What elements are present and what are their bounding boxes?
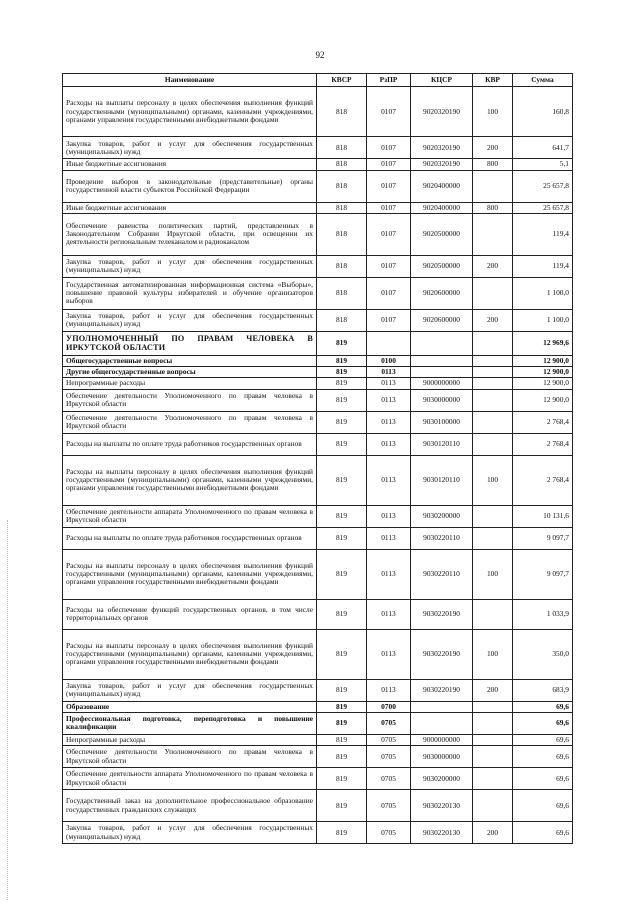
cell-rzpr: 0113 [367,549,411,599]
header-kvr: КВР [473,74,513,87]
cell-kcsr: 9030120110 [411,433,473,455]
cell-kcsr: 9030220190 [411,629,473,679]
cell-name: Другие общегосударственные вопросы [63,367,317,378]
cell-name: Расходы на выплаты по оплате труда работников государственных органов [63,433,317,455]
cell-kvr: 200 [473,255,513,277]
header-rzpr: РзПР [367,74,411,87]
cell-kvsr: 819 [317,734,367,745]
cell-sum: 683,9 [513,679,573,701]
cell-kvr [473,389,513,411]
cell-kvsr: 819 [317,746,367,768]
cell-kcsr: 9030000000 [411,389,473,411]
cell-kvsr: 819 [317,790,367,822]
cell-sum: 1 033,9 [513,599,573,629]
cell-kcsr: 9030220130 [411,822,473,844]
cell-name: Расходы на выплаты персоналу в целях обеспечения выполнения функций государственными (муниципальными) органами, казенными учреждениями, органами управления государственными внебюджетными фондами [63,549,317,599]
cell-kcsr: 9030220190 [411,679,473,701]
cell-kvr [473,768,513,790]
cell-kvr: 100 [473,549,513,599]
cell-kvsr: 818 [317,202,367,213]
cell-rzpr: 0107 [367,87,411,137]
cell-sum: 2 768,4 [513,455,573,505]
table-row [63,389,573,411]
cell-rzpr: 0705 [367,712,411,734]
cell-sum: 69,6 [513,734,573,745]
cell-kcsr: 9020500000 [411,213,473,255]
cell-kvr: 200 [473,309,513,331]
cell-kvsr: 819 [317,629,367,679]
cell-rzpr: 0100 [367,355,411,366]
cell-kvr [473,213,513,255]
cell-sum: 9 097,7 [513,549,573,599]
cell-kcsr [411,701,473,712]
table-row [63,202,573,213]
cell-name: Закупка товаров, работ и услуг для обеспечения государственных (муниципальных) нужд [63,679,317,701]
table-row [63,309,573,331]
cell-kvsr: 819 [317,701,367,712]
cell-kcsr: 9020400000 [411,202,473,213]
cell-kvr: 100 [473,629,513,679]
cell-rzpr: 0113 [367,679,411,701]
cell-sum: 69,6 [513,701,573,712]
cell-name: Образование [63,701,317,712]
cell-kvr: 800 [473,202,513,213]
cell-kcsr [411,712,473,734]
budget-table [62,73,573,844]
cell-kcsr: 9030220130 [411,790,473,822]
cell-kvsr: 819 [317,455,367,505]
table-row [63,455,573,505]
cell-rzpr: 0113 [367,599,411,629]
cell-rzpr: 0113 [367,389,411,411]
cell-kvsr: 819 [317,367,367,378]
table-row [63,137,573,159]
cell-rzpr: 0705 [367,746,411,768]
cell-rzpr: 0107 [367,137,411,159]
cell-name: Государственная автоматизированная информационная система «Выборы», повышение правовой культуры избирателей и обучение организаторов выборов [63,277,317,309]
cell-rzpr: 0705 [367,768,411,790]
cell-name: Расходы на выплаты по оплате труда работников государственных органов [63,527,317,549]
cell-rzpr: 0705 [367,790,411,822]
cell-kvsr: 818 [317,87,367,137]
cell-kcsr: 9030220190 [411,599,473,629]
cell-kvsr: 819 [317,679,367,701]
cell-name: УПОЛНОМОЧЕННЫЙ ПО ПРАВАМ ЧЕЛОВЕКА В ИРКУТСКОЙ ОБЛАСТИ [63,331,317,355]
cell-kvsr: 819 [317,355,367,366]
cell-name: Непрограммные расходы [63,734,317,745]
cell-kcsr: 9030000000 [411,746,473,768]
cell-kvr [473,170,513,202]
cell-kcsr: 9030120110 [411,455,473,505]
cell-kcsr: 9020320190 [411,159,473,170]
cell-name: Иные бюджетные ассигнования [63,159,317,170]
cell-kvsr: 819 [317,527,367,549]
cell-kvsr: 818 [317,159,367,170]
cell-kvr [473,355,513,366]
cell-kvr [473,433,513,455]
cell-kcsr: 9020400000 [411,170,473,202]
cell-sum: 119,4 [513,255,573,277]
cell-name: Государственный заказ на дополнительное профессиональное образование государственных гражданских служащих [63,790,317,822]
table-row [63,355,573,366]
table-row [63,679,573,701]
cell-rzpr: 0113 [367,629,411,679]
table-row [63,378,573,389]
table-row [63,159,573,170]
cell-rzpr: 0113 [367,505,411,527]
header-name: Наименование [63,74,317,87]
cell-kvr [473,734,513,745]
table-row [63,549,573,599]
cell-kvsr: 818 [317,277,367,309]
cell-sum: 69,6 [513,822,573,844]
cell-kvr [473,367,513,378]
cell-kcsr [411,331,473,355]
cell-kvr: 800 [473,159,513,170]
table-row [63,734,573,745]
cell-kcsr: 9030200000 [411,505,473,527]
cell-rzpr: 0107 [367,202,411,213]
cell-kcsr [411,355,473,366]
cell-sum: 12 900,0 [513,355,573,366]
cell-sum: 12 900,0 [513,367,573,378]
cell-name: Закупка товаров, работ и услуг для обеспечения государственных (муниципальных) нужд [63,137,317,159]
table-row [63,599,573,629]
cell-kvr [473,599,513,629]
cell-kvr: 200 [473,679,513,701]
cell-kvr [473,331,513,355]
table-row [63,790,573,822]
header-sum: Сумма [513,74,573,87]
table-row [63,768,573,790]
cell-sum: 10 131,6 [513,505,573,527]
table-row [63,712,573,734]
cell-kvsr: 819 [317,331,367,355]
cell-rzpr: 0113 [367,455,411,505]
cell-name: Иные бюджетные ассигнования [63,202,317,213]
cell-kvsr: 819 [317,822,367,844]
cell-sum: 5,1 [513,159,573,170]
cell-kvsr: 819 [317,389,367,411]
cell-rzpr: 0113 [367,378,411,389]
table-row [63,527,573,549]
header-kcsr: КЦСР [411,74,473,87]
cell-name: Расходы на выплаты персоналу в целях обеспечения выполнения функций государственными (муниципальными) органами, казенными учреждениями, органами управления государственными внебюджетными фондами [63,629,317,679]
cell-kvr [473,505,513,527]
cell-rzpr: 0705 [367,734,411,745]
cell-name: Общегосударственные вопросы [63,355,317,366]
cell-rzpr: 0107 [367,159,411,170]
cell-kvr [473,378,513,389]
cell-sum: 12 969,6 [513,331,573,355]
cell-sum: 2 768,4 [513,433,573,455]
cell-rzpr: 0113 [367,527,411,549]
header-kvsr: КВСР [317,74,367,87]
cell-rzpr: 0107 [367,255,411,277]
cell-name: Непрограммные расходы [63,378,317,389]
cell-kvsr: 818 [317,213,367,255]
cell-kcsr: 9030100000 [411,411,473,433]
cell-kvr [473,701,513,712]
cell-kcsr: 9030220110 [411,549,473,599]
table-row [63,505,573,527]
table-row [63,331,573,355]
cell-kvr [473,411,513,433]
scan-margin-line [7,520,8,900]
cell-sum: 25 657,8 [513,170,573,202]
cell-sum: 25 657,8 [513,202,573,213]
table-row [63,822,573,844]
cell-kcsr: 9020320190 [411,137,473,159]
cell-kvsr: 819 [317,433,367,455]
table-row [63,367,573,378]
cell-sum: 69,6 [513,712,573,734]
cell-name: Проведение выборов в законодательные (представительные) органы государственной власти субъектов Российской Федерации [63,170,317,202]
cell-kvsr: 818 [317,255,367,277]
table-row [63,411,573,433]
cell-sum: 12 900,0 [513,378,573,389]
cell-kvsr: 819 [317,599,367,629]
cell-kvr: 200 [473,137,513,159]
cell-kvr [473,527,513,549]
cell-name: Обеспечение равенства политических партий, представленных в Законодательном Собрании Иркутской области, при освещении их деятельности региональным телеканалом и радиоканалом [63,213,317,255]
cell-kvr: 100 [473,87,513,137]
cell-kcsr: 9020500000 [411,255,473,277]
table-row [63,746,573,768]
cell-rzpr: 0107 [367,309,411,331]
cell-sum: 12 900,0 [513,389,573,411]
cell-rzpr [367,331,411,355]
cell-kvr: 100 [473,455,513,505]
cell-rzpr: 0113 [367,411,411,433]
cell-kvsr: 819 [317,768,367,790]
table-row [63,277,573,309]
cell-rzpr: 0107 [367,213,411,255]
table-row [63,87,573,137]
cell-name: Обеспечение деятельности Уполномоченного по правам человека в Иркутской области [63,411,317,433]
cell-name: Расходы на выплаты персоналу в целях обеспечения выполнения функций государственными (муниципальными) органами, казенными учреждениями, органами управления государственными внебюджетными фондами [63,455,317,505]
cell-kvsr: 819 [317,378,367,389]
cell-kcsr: 9020600000 [411,309,473,331]
cell-sum: 641,7 [513,137,573,159]
cell-rzpr: 0113 [367,367,411,378]
cell-kcsr [411,367,473,378]
cell-sum: 119,4 [513,213,573,255]
cell-kcsr: 9000000000 [411,378,473,389]
cell-name: Закупка товаров, работ и услуг для обеспечения государственных (муниципальных) нужд [63,255,317,277]
cell-kcsr: 9030220110 [411,527,473,549]
cell-name: Закупка товаров, работ и услуг для обеспечения государственных (муниципальных) нужд [63,822,317,844]
cell-kvr: 200 [473,822,513,844]
cell-sum: 69,6 [513,768,573,790]
cell-name: Расходы на выплаты персоналу в целях обеспечения выполнения функций государственными (муниципальными) органами, казенными учреждениями, органами управления государственными внебюджетными фондами [63,87,317,137]
table-row [63,213,573,255]
cell-kvsr: 819 [317,505,367,527]
table-row [63,433,573,455]
page-number: 92 [315,50,325,60]
cell-name: Обеспечение деятельности Уполномоченного по правам человека в Иркутской области [63,389,317,411]
cell-sum: 350,0 [513,629,573,679]
table-body [63,87,573,844]
cell-name: Обеспечение деятельности аппарата Уполномоченного по правам человека в Иркутской области [63,768,317,790]
cell-name: Закупка товаров, работ и услуг для обеспечения государственных (муниципальных) нужд [63,309,317,331]
cell-kvr [473,712,513,734]
cell-kvr [473,277,513,309]
cell-name: Обеспечение деятельности аппарата Уполномоченного по правам человека в Иркутской области [63,505,317,527]
cell-sum: 160,8 [513,87,573,137]
cell-rzpr: 0705 [367,822,411,844]
cell-sum: 9 097,7 [513,527,573,549]
cell-rzpr: 0113 [367,433,411,455]
table-row [63,170,573,202]
cell-sum: 2 768,4 [513,411,573,433]
cell-name: Обеспечение деятельности Уполномоченного по правам человека в Иркутской области [63,746,317,768]
cell-kcsr: 9030200000 [411,768,473,790]
cell-kcsr: 9020600000 [411,277,473,309]
cell-sum: 1 100,0 [513,277,573,309]
cell-kvr [473,790,513,822]
cell-sum: 1 100,0 [513,309,573,331]
cell-kvsr: 819 [317,712,367,734]
cell-name: Расходы на обеспечение функций государственных органов, в том числе территориальных органов [63,599,317,629]
cell-kcsr: 9020320190 [411,87,473,137]
cell-sum: 69,6 [513,790,573,822]
cell-kvsr: 819 [317,411,367,433]
cell-kvsr: 819 [317,549,367,599]
cell-kvr [473,746,513,768]
cell-kvsr: 818 [317,309,367,331]
cell-rzpr: 0107 [367,170,411,202]
cell-rzpr: 0107 [367,277,411,309]
cell-sum: 69,6 [513,746,573,768]
cell-kcsr: 9000000000 [411,734,473,745]
table-row [63,255,573,277]
cell-rzpr: 0700 [367,701,411,712]
table-row [63,629,573,679]
table-header-row [63,74,573,87]
cell-name: Профессиональная подготовка, переподготовка и повышение квалификации [63,712,317,734]
table-row [63,701,573,712]
cell-kvsr: 818 [317,170,367,202]
cell-kvsr: 818 [317,137,367,159]
